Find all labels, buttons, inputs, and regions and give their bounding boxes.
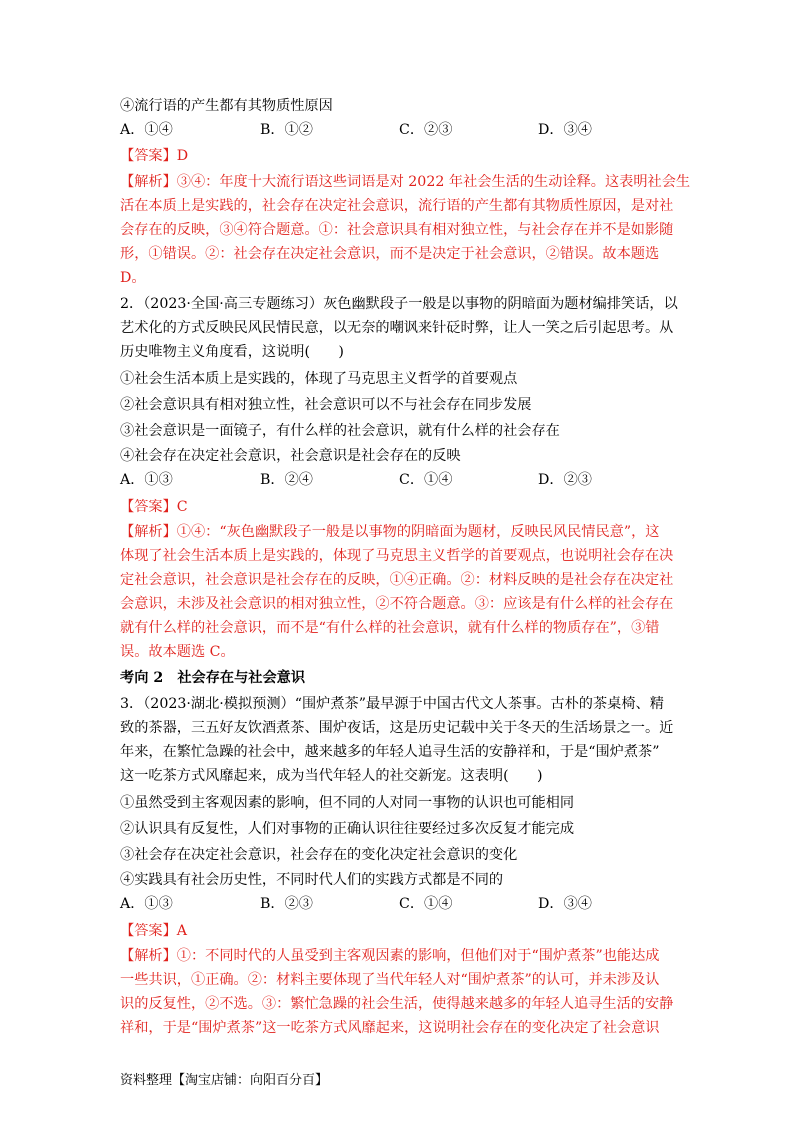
q1-option-c: C．②③	[399, 122, 453, 138]
q2-option-a: A．①③	[120, 472, 173, 488]
q3-stem-line: 3．（2023·湖北·模拟预测）“围炉煮茶”最早源于中国古代文人茶事。古朴的茶桌椅、精	[120, 696, 664, 712]
q3-statement-2: ②认识具有反复性，人们对事物的正确认识往往要经过多次反复才能完成	[120, 821, 575, 837]
q3-analysis-line: 识的反复性，②不选。③：繁忙急躁的社会生活，使得越来越多的年轻人追寻生活的安静	[120, 996, 674, 1012]
q1-option-d: D．③④	[538, 122, 592, 138]
q3-statement-3: ③社会存在决定社会意识，社会存在的变化决定社会意识的变化	[120, 847, 518, 863]
q1-analysis-line: 会存在的反映，③④符合题意。①：社会意识具有相对独立性，与社会存在并不是如影随	[120, 222, 674, 238]
q2-answer: 【答案】C	[120, 499, 188, 515]
q1-answer: 【答案】D	[120, 148, 189, 164]
q3-option-a: A．①③	[120, 896, 173, 912]
q3-options	[120, 894, 720, 914]
q2-stem-line: 2．（2023·全国·高三专题练习）灰色幽默段子一般是以事物的阴暗面为题材编排笑话，以	[120, 296, 678, 312]
section-heading: 考向 2 社会存在与社会意识	[120, 670, 306, 686]
q2-option-b: B．②④	[260, 472, 313, 488]
q2-analysis-line: 误。故本题选 C。	[120, 644, 235, 660]
q2-analysis-line: 体现了社会生活本质上是实践的，体现了马克思主义哲学的首要观点，也说明社会存在决	[120, 548, 674, 564]
page-footer: 资料整理【淘宝店铺：向阳百分百】	[120, 1073, 329, 1088]
q2-option-d: D．②③	[538, 472, 592, 488]
q2-analysis-line: 【解析】①④：“灰色幽默段子一般是以事物的阴暗面为题材，反映民风民情民意”，这	[120, 524, 660, 540]
q1-analysis-line: D。	[120, 270, 146, 286]
q3-option-c: C．①④	[399, 896, 453, 912]
q2-statement-3: ③社会意识是一面镜子，有什么样的社会意识，就有什么样的社会存在	[120, 423, 560, 439]
q2-stem-line: 艺术化的方式反映民风民情民意，以无奈的嘲讽来针砭时弊，让人一笑之后引起思考。从	[120, 320, 674, 336]
q3-stem-line: 致的茶器，三五好友饮酒煮茶、围炉夜话，这是历史记载中关于冬天的生活场景之一。近	[120, 720, 674, 736]
q1-statement-4: ④流行语的产生都有其物质性原因	[120, 98, 333, 114]
q1-options	[120, 120, 720, 140]
q3-analysis-line: 祥和，于是“围炉煮茶”这一吃茶方式风靡起来，这说明社会存在的变化决定了社会意识	[120, 1020, 660, 1036]
q3-analysis-line: 【解析】①：不同时代的人虽受到主客观因素的影响，但他们对于“围炉煮茶”也能达成	[120, 948, 660, 964]
q2-stem-line: 历史唯物主义角度看，这说明( )	[120, 344, 344, 360]
q2-analysis-line: 就有什么样的社会意识，而不是“有什么样的社会意识，就有什么样的物质存在”，③错	[120, 620, 660, 636]
q2-option-c: C．①④	[399, 472, 453, 488]
q3-stem-line: 这一吃茶方式风靡起来，成为当代年轻人的社交新宠。这表明( )	[120, 768, 543, 784]
q1-analysis-line: 活在本质上是实践的，社会存在决定社会意识，流行语的产生都有其物质性原因，是对社	[120, 198, 674, 214]
q3-statement-4: ④实践具有社会历史性，不同时代人们的实践方式都是不同的	[120, 872, 504, 888]
q3-answer: 【答案】A	[120, 923, 187, 939]
q1-analysis-line: 形，①错误。②：社会存在决定社会意识，而不是决定于社会意识，②错误。故本题选	[120, 246, 660, 262]
q2-statement-4: ④社会存在决定社会意识，社会意识是社会存在的反映	[120, 448, 461, 464]
q2-options	[120, 470, 720, 490]
q1-analysis-line: 【解析】③④：年度十大流行语这些词语是对 2022 年社会生活的生动诠释。这表明社会生	[120, 174, 691, 190]
q3-stem-line: 年来，在繁忙急躁的社会中，越来越多的年轻人追寻生活的安静祥和，于是“围炉煮茶”	[120, 744, 660, 760]
q2-statement-1: ①社会生活本质上是实践的，体现了马克思主义哲学的首要观点	[120, 371, 518, 387]
q2-statement-2: ②社会意识具有相对独立性，社会意识可以不与社会存在同步发展	[120, 397, 532, 413]
q3-option-d: D．③④	[538, 896, 592, 912]
q2-analysis-line: 定社会意识，社会意识是社会存在的反映，①④正确。②：材料反映的是社会存在决定社	[120, 572, 674, 588]
q2-analysis-line: 会意识，未涉及社会意识的相对独立性，②不符合题意。③：应该是有什么样的社会存在	[120, 596, 674, 612]
q1-option-a: A．①④	[120, 122, 173, 138]
q1-option-b: B．①②	[260, 122, 313, 138]
q3-option-b: B．②③	[260, 896, 313, 912]
q3-analysis-line: 一些共识，①正确。②：材料主要体现了当代年轻人对“围炉煮茶”的认可，并未涉及认	[120, 972, 660, 988]
q3-statement-1: ①虽然受到主客观因素的影响，但不同的人对同一事物的认识也可能相同	[120, 795, 575, 811]
